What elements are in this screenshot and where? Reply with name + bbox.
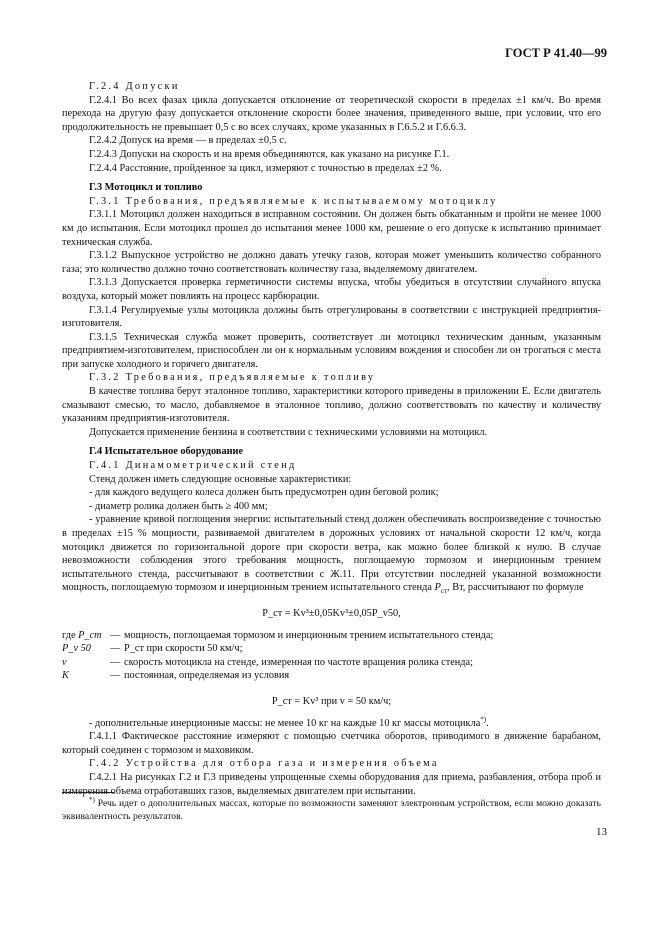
paragraph-g242: Г.2.4.2 Допуск на время — в пределах ±0,5 с. — [89, 135, 287, 147]
paragraph-g41-intro: Стенд должен иметь следующие основные характеристики: — [89, 473, 352, 485]
heading-g31: Г.3.1 Требования, предъявляемые к испытываемому мотоциклу — [89, 195, 498, 207]
formula-definitions — [62, 629, 601, 683]
heading-g24: Г.2.4 Допуски — [89, 81, 180, 92]
formula-constant-condition — [62, 695, 601, 709]
heading-g41: Г.4.1 Динамометрический стенд — [89, 460, 297, 472]
definition-row: K — постоянная, определяемая из условия — [62, 670, 290, 682]
bullet-roller: - для каждого ведущего колеса должен быть предусмотрен один беговой ролик; — [89, 487, 439, 499]
definition-text: скорость мотоцикла на стенде, измеренная по частоте вращения ролика стенда; — [124, 656, 473, 668]
paragraph-g315: Г.3.1.5 Техническая служба может проверить, соответствует ли мотоцикл техническим данным, указанным предприятием-изготовителем, приспособлен ли он к нормальным условиям вождения и способен ли он трогаться с места при запуске холодного и горячего двигателя. — [62, 331, 601, 370]
paragraph-g313: Г.3.1.3 Допускается проверка герметичности системы впуска, чтобы убедиться в отсутствии случайного впуска воздуха, который может повлиять на процесс карбюрации. — [62, 277, 601, 302]
footnote-text: Речь идет о дополнительных массах, которые по возможности заменяют электронным устройством, если можно доказать эквивалентность результатов. — [62, 798, 601, 822]
paragraph-g411: Г.4.1.1 Фактическое расстояние измеряют с помощью счетчика оборотов, приводимого в движение барабаном, который соединен с тормозом и маховиком. — [62, 731, 601, 756]
paragraph-g314: Г.3.1.4 Регулируемые узлы мотоцикла должны быть отрегулированы в соответствии с инструкцией предприятия-изготовителя. — [62, 304, 601, 330]
formula-power-absorbed-text: P_ст = Kv³±0,05Kv³±0,05P_v50, — [262, 607, 401, 619]
bullet-absorption-tail: , Вт, рассчитывают по формуле — [447, 582, 584, 594]
definition-text: мощность, поглощаемая тормозом и инерционным трением испытательного стенда; — [124, 629, 494, 641]
footnote-mark: *) — [89, 795, 95, 804]
definition-row: P_v 50 — P_ст при скорости 50 км/ч; — [62, 643, 243, 655]
definition-text: P_ст при скорости 50 км/ч; — [124, 643, 243, 655]
heading-g4: Г.4 Испытательное оборудование — [89, 446, 244, 458]
page-number: 13 — [596, 826, 607, 838]
heading-g3: Г.3 Мотоцикл и топливо — [89, 182, 203, 194]
footnote-divider — [62, 792, 114, 793]
bullet-absorption-text: - уравнение кривой поглощения энергии: испытательный стенд должен обеспечивать воспроизведение с точностью в пределах ±15 % мощности, развиваемой двигателем в дорожных условиях от начальной скорости 12 км/ч, когда мотоцикл движется по горизонтальной дороге при скорости ветра, как можно более близкой к нулю. В случае невозможности соблюдения этого требования мощность, поглощаемую тормозом и инерционным трением испытательного стенда, рассчитывают в соответствии с Ж.11. При отсутствии последней указанной возможности мощность, поглощаемую тормозом и инерционным трением испытательного стенда — [62, 514, 601, 594]
paragraph-g32-petrol: Допускается применение бензина в соответствии с техническими условиями на мотоцикл. — [89, 426, 488, 438]
bullet-roller-diameter: - диаметр ролика должен быть ≥ 400 мм; — [89, 500, 268, 512]
paragraph-g312: Г.3.1.2 Выпускное устройство не должно давать утечку газов, которая может уменьшить количество собранного газа; это количество должно точно соответствовать количеству газа, выделяемому двигателем. — [62, 250, 601, 275]
definition-symbol: где P_ст — [62, 629, 102, 641]
power-symbol: P — [434, 582, 441, 594]
document-code-header: ГОСТ Р 41.40—99 — [505, 46, 607, 60]
paragraph-g244: Г.2.4.4 Расстояние, пройденное за цикл, измеряют с точностью в пределах ±2 %. — [89, 162, 442, 174]
definition-symbol: K — [62, 670, 69, 682]
heading-g42: Г.4.2 Устройства для отбора газа и измерения объема — [89, 758, 439, 770]
definition-symbol: v — [62, 656, 67, 668]
formula-constant-condition-text: P_ст = Kv³ при v = 50 км/ч; — [271, 695, 392, 707]
footnote-reference: *) — [480, 715, 487, 724]
body-text — [62, 80, 601, 798]
heading-g32: Г.3.2 Требования, предъявляемые к топливу — [89, 372, 376, 384]
bullet-absorption-curve — [62, 513, 601, 595]
definition-row: v — скорость мотоцикла на стенде, измеренная по частоте вращения ролика стенда; — [62, 656, 473, 668]
paragraph-g311: Г.3.1.1 Мотоцикл должен находиться в исправном состоянии. Он должен быть обкатанным и пройти не менее 1000 км до испытания. Если мотоцикл прошел до испытания менее 1000 км, решение о его допуске к испытанию принимает техническая служба. — [62, 209, 601, 248]
definition-symbol: P_v 50 — [62, 643, 91, 655]
power-subscript: ст — [440, 587, 448, 596]
paragraph-g421: Г.4.2.1 На рисунках Г.2 и Г.3 приведены упрощенные схемы оборудования для приема, разбавления, отбора проб и измерения объема отработавших газов, выделяемых двигателем при испытании. — [62, 771, 601, 797]
bullet-inertia-masses: - дополнительные инерционные массы: не менее 10 кг на каждые 10 кг массы мотоцикла*). — [89, 715, 489, 729]
definition-row: где P_ст — мощность, поглощаемая тормозом и инерционным трением испытательного стенда; — [62, 629, 494, 641]
formula-power-absorbed — [62, 607, 601, 621]
definition-text: постоянная, определяемая из условия — [124, 670, 290, 682]
footnote — [62, 797, 601, 823]
paragraph-g32-fuel: В качестве топлива берут эталонное топливо, характеристики которого приведены в приложении Е. Если двигатель смазывают смесью, то масло, добавляемое в эталонное топливо, должно соответствовать по качеству и количеству указаниям предприятия-изготовителя. — [62, 386, 601, 425]
paragraph-g243: Г.2.4.3 Допуски на скорость и на время объединяются, как указано на рисунке Г.1. — [89, 148, 450, 160]
paragraph-g241: Г.2.4.1 Во всех фазах цикла допускается отклонение от теоретической скорости в пределах ±1 км/ч. Во время перехода на другую фазу допускается отклонение скорости более значения, приведенного выше, при условии, что его продолжительность не превышает 0,5 с во всех случаях, кроме указанных в Г.6.5.2 и Г.6.6.3. — [62, 94, 601, 133]
